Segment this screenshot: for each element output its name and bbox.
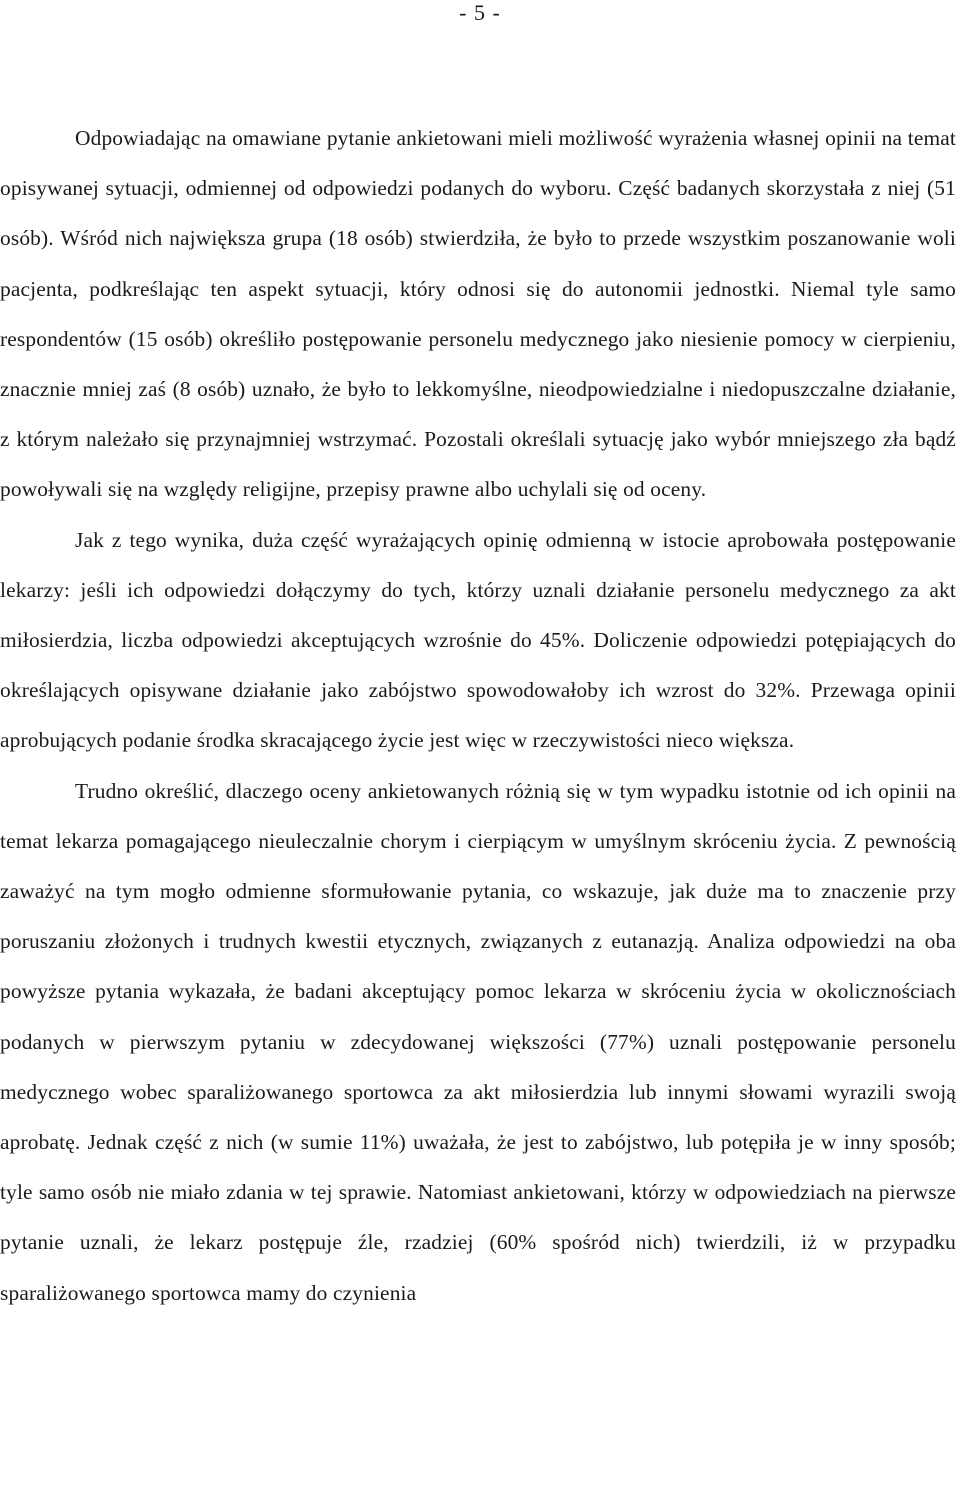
paragraph-2: Jak z tego wynika, duża część wyrażających opinię odmienną w istocie aprobowała postępowanie lekarzy: jeśli ich odpowiedzi dołączymy do tych, którzy uznali działanie personelu medycznego za akt miłosierdzia, liczba odpowiedzi akceptujących wzrośnie do 45%. Doliczenie odpowiedzi potępiających do określających opisywane działanie jako zabójstwo spowodowałoby ich wzrost do 32%. Przewaga opinii aprobujących podanie środka skracającego życie jest więc w rzeczywistości nieco większa. [0, 527, 956, 753]
document-body [0, 113, 956, 1318]
page-number: - 5 - [459, 0, 501, 25]
paragraph-3: Trudno określić, dlaczego oceny ankietowanych różnią się w tym wypadku istotnie od ich opinii na temat lekarza pomagającego nieuleczalnie chorym i cierpiącym w umyślnym skróceniu życia. Z pewnością zaważyć na tym mogło odmienne sformułowanie pytania, co wskazuje, jak duże ma to znaczenie przy poruszaniu złożonych i trudnych kwestii etycznych, związanych z eutanazją. Analiza odpowiedzi na oba powyższe pytania wykazała, że badani akceptujący pomoc lekarza w skróceniu życia w okolicznościach podanych w pierwszym pytaniu w zdecydowanej większości (77%) uznali postępowanie personelu medycznego wobec sparaliżowanego sportowca za akt miłosierdzia lub innymi słowami wyrazili swoją aprobatę. Jednak część z nich (w sumie 11%) uważała, że jest to zabójstwo, lub potępiła je w inny sposób; tyle samo osób nie miało zdania w tej sprawie. Natomiast ankietowani, którzy w odpowiedziach na pierwsze pytanie uznali, że lekarz postępuje źle, rzadziej (60% spośród nich) twierdzili, iż w przypadku sparaliżowanego sportowca mamy do czynienia [0, 778, 956, 1305]
paragraph-1: Odpowiadając na omawiane pytanie ankietowani mieli możliwość wyrażenia własnej opinii na temat opisywanej sytuacji, odmiennej od odpowiedzi podanych do wyboru. Część badanych skorzystała z niej (51 osób). Wśród nich największa grupa (18 osób) stwierdziła, że było to przede wszystkim poszanowanie woli pacjenta, podkreślając ten aspekt sytuacji, który odnosi się do autonomii jednostki. Niemal tyle samo respondentów (15 osób) określiło postępowanie personelu medycznego jako niesienie pomocy w cierpieniu, znacznie mniej zaś (8 osób) uznało, że było to lekkomyślne, nieodpowiedzialne i niedopuszczalne działanie, z którym należało się przynajmniej wstrzymać. Pozostali określali sytuację jako wybór mniejszego zła bądź powoływali się na względy religijne, przepisy prawne albo uchylali się od oceny. [0, 126, 956, 502]
